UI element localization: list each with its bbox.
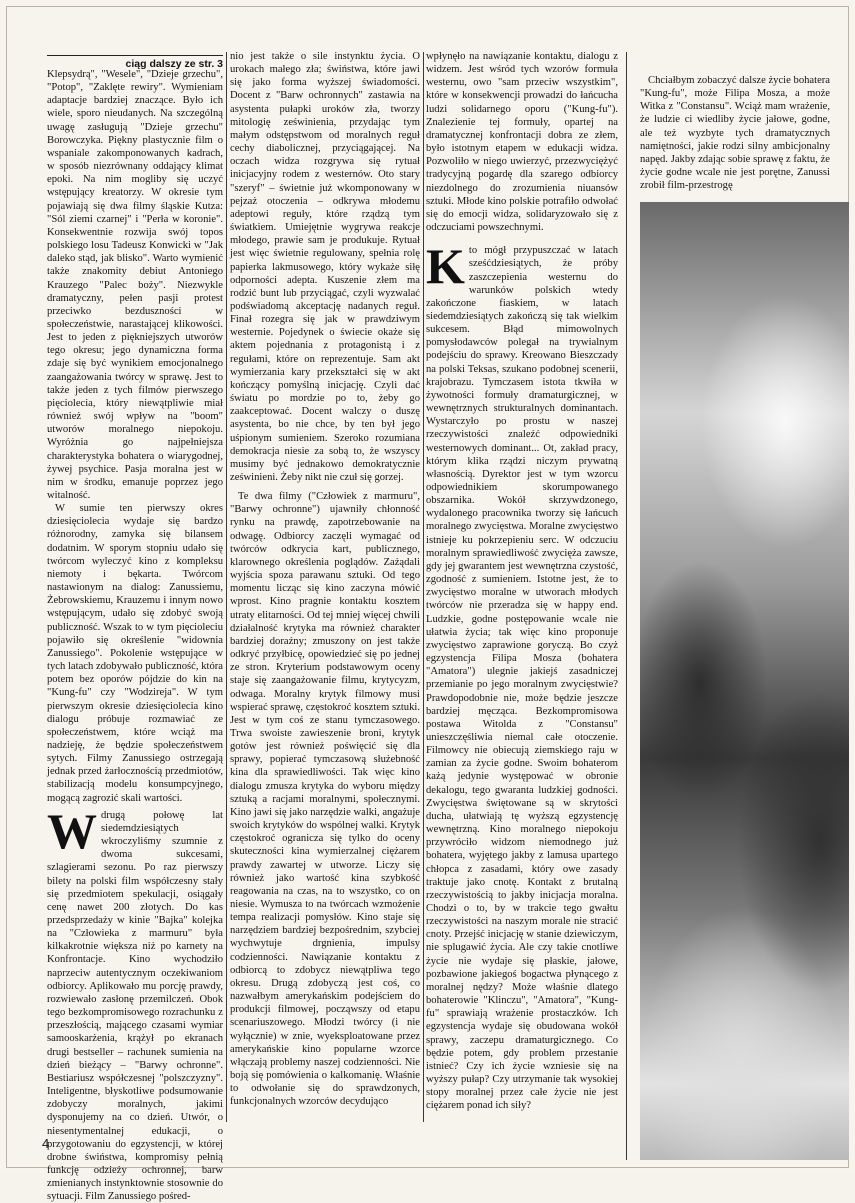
header-rule <box>47 55 223 56</box>
paragraph-text: drugą połowę lat siedemdziesiątych wkroczyliśmy szumnie z dwoma sukcesami, szlagierami sezonu. Po raz pierwszy bilety na polski film współczesny stały się przedmiotem spekulacji, osiągały cenę nawet 200 złotych. Do kas przedsprzedaży w kinie "Bajka" kolejka na "Człowieka z marmuru" była kilkakrotnie większa niż po karnety na Konfrontacje. Kino wychodziło naprzeciw autentycznym oczekiwaniom odbiorcy. Aplikowało mu porcję prawdy, rozwiewało zasłonę przemilczeń. Obok tego bezkompromisowego rozrachunku z przeszłością, mającego czasami wymiar samooskarżenia, krążył po ekranach drugi bestseller – rachunek sumienia na dzień bieżący – "Barwy ochronne". Bestiariusz współczesnej "polszczyzny". Inteligentne, błyskotliwe podsumowanie zdobyczy moralnych, jakimi dysponujemy na co dzień. Utwór, o niesentymentalnej edukacji, o przygotowaniu do egzystencji, w której drobne świństwa, kompromisy pełnią funkcję odzieży ochronnej, barw zmienianych instynktownie stosownie do sytuacji. Film Zanussiego pośred- <box>47 809 223 1203</box>
continued-label: ciąg dalszy ze str. 3 <box>125 58 223 70</box>
column-divider-2 <box>423 52 424 1122</box>
paragraph: wpłynęło na nawiązanie kontaktu, dialogu z widzem. Jest wśród tych wzorów formuła westernu, owo "sam przeciw wszystkim", które w konsekwencji prowadzi do łańcucha ludzi solidarnego oporu ("Kung-fu"). Znalezienie tej formuły, opartej na dramatycznej konfrontacji dobra ze złem, było istotnym etapem w edukacji widza. Pozwoliło w niego uwierzyć, przezwyciężyć tradycyjną pogardę dla szarego odbiorcy niezdolnego do zrozumienia niuansów sztuki. Młode kino polskie potrafiło odwołać się do emocji widza, solidaryzowało się z odczuciami powszechnymi. <box>426 51 618 234</box>
paragraph: W sumie ten pierwszy okres dziesięciolecia wydaje się bardzo różnorodny, zamyka się bilansem dodatnim. W sporym stopniu udało się twórcom wyleczyć kino z kompleksu niemoty i bękarta. Twórcom nastawionym na dialog: Zanussiemu, Żebrowskiemu, Krauzemu i innym nowo wstępującym, udało się zdobyć swoją publiczność. Wszak to w tym pięcioleciu pojawiło się określenie "widownia Zanussiego". Pokolenie wstępujące w tych latach zdobywało publiczność, która potem bez oporów pójdzie do kin na "Kung-fu" czy "Wodzireja". W tym pierwszym okresie dziesięciolecia kino dialogu próbuje rozmawiać ze społeczeństwem, które wciąż ma nadzieję, że będzie społeczeństwem sytych. Filmy Zanussiego ostrzegają jednak przed żarłocznością przedmiotów, stabilizacją modelu konsumpcyjnego, mogącą zagrozić skali wartości. <box>47 503 223 804</box>
page-number: 4 <box>42 1136 50 1151</box>
paragraph-text: to mógł przypuszczać w latach sześćdziesiątych, że próby zaszczepienia westernu do warunków polskich wtedy zakończone fiaskiem, w latach siedemdziesiątych zakończą się tak wielkim sukcesem. Błąd mimowolnych pomysłodawców polegał na trywialnym podejściu do sprawy. Kreowano Bieszczady na polski Teksas, szukano podobnej scenerii, krajobrazu. Tymczasem istota tkwiła w żywotności formuły dramaturgicznej, w wewnętrznych strukturalnych dominantach. Wystarczyło po prostu w naszej rzeczywistości znaleźć odpowiedniki westernowych dominant... Ot, zakład pracy, którym klika rządzi niczym prywatną własnością. Dyrektor jest w tym wzorcu odpowiednikiem skorumpowanego obszarnika. Wokół skrzywdzonego, wydalonego pracownika tworzy się łańcuch moralnego zwycięstwa. Moralne zwycięstwo istnieje ku pokrzepieniu serc. W odczuciu moralnym sprawiedliwość zwycięża zawsze, gdy jej gwarantem jest wewnętrzna czystość, zgodność z sumieniem. Istotne jest, że to zwycięstwo moralne w utworach młodych twórców nie przeradza się w happy end. Ludzkie, godne postępowanie wcale nie ułatwia życia; tak więc kino proponuje zwycięstwo zaprawione goryczą. Bo czyż egzystencja Filipa Mosza (bohatera "Amatora") ulegnie jakiejś zasadniczej przemianie po jego moralnym zwycięstwie? Prawdopodobnie nie, może będzie jeszcze bardziej męcząca. Bezkompromisowa postawa Witolda z "Constansu" unieszczęśliwia niemal całe otoczenie. Filmowcy nie obiecują ziemskiego raju w zamian za życie godne. Swoim bohaterom każą jedynie występować w obronie dekalogu, tego gwaranta ludzkiej godności. Zwycięstwa świętowane są w skrytości ducha, ułatwiają tę wyższą egzystencję wewnętrzną. Kino moralnego niepokoju przywróciło widzom niemodnego już bohatera, wyjętego jakby z lamusa upartego chłopca z zasadami, który owe zasady traktuje jako cnotę. Kontakt z brutalną rzeczywistością to jakby inicjacja moralna. Chodzi o to, by w trakcie tego gwałtu rzeczywistości na naszym morale nie stracić cnoty. Przejść inicjację w stanie dziewiczym, nie splugawić życia. Ale czy takie cnotliwe życie nie wydaje się płaskie, jałowe, pozbawione jakiegoś bogactwa płynącego z moralnej nędzy? Może właśnie dlatego bohaterowie "Klinczu", "Amatora", "Kung-fu" sprawiają wrażenie prostaczków. Ich egzystencja wydaje się obudowana wokół sprawy, zaczepu dramaturgicznego. Co będzie potem, gdy problem przestanie istnieć? Czy ich życie wzniesie się na wyższy pułap? Czy utrzymanie tak wysokiej stopy moralnej przez całe życie nie jest ciężarem ponad ich siły? <box>426 245 618 1112</box>
paragraph: Chciałbym zobaczyć dalsze życie bohatera "Kung-fu", może Filipa Mosza, a może Witka z "Constansu". Wciąż mam wrażenie, że ludzie ci wiedliby życie jałowe, godne, ale też wyzbyte tych dramatycznych namiętności, jakie rodzi silny ambicjonalny napęd. Jakby zdając sobie sprawę z faktu, że życie godne wcale nie jest porętne, Zanussi zrobił film-przestrogę <box>640 75 830 192</box>
film-still-photo <box>640 202 849 1160</box>
column-divider-1 <box>226 52 227 1122</box>
article-column-2 <box>230 50 420 1158</box>
column-divider-3 <box>626 52 627 1160</box>
article-column-3 <box>426 50 618 1156</box>
paragraph: Klepsydrą", "Wesele", "Dzieje grzechu", "Potop", "Zaklęte rewiry". Wymieniam adaptacje bardziej znaczące. Było ich wiele, sporo nieudanych. Na szczególną uwagę zasługują "Dzieje grzechu" Borowczyka. Piękny plastycznie film o wspaniale zakomponowanych kadrach, w sposób niezrównany oddający klimat epoki. Na nim mogliby się uczyć wstępujący kreatorzy. W okresie tym pojawiają się dwa filmy śląskie Kutza: "Sól ziemi czarnej" i "Perła w koronie". Konsekwentnie rozwija swój topos polskiego losu Tadeusz Konwicki w "Jak daleko stąd, jak blisko". Warto wymienić także znakomity debiut Antoniego Krauzego "Palec boży". Niezwykle dramatyczny, pełen pasji protest przeciwko bezduszności w społeczeństwie, narastającej klikowości. Jest to jeden z piękniejszych utworów tego okresu; jego dynamiczna forma zdaje się być wynikiem emocjonalnego zaangażowania twórcy w sprawę. Jest to także jeden z tych filmów pierwszego pięciolecia, który niewątpliwie miał również swój wpływ na "boom" utworów moralnego niepokoju. Wyróżnia go najpełniejsza charakterystyka bohatera o wiarygodnej, żywej psychice. Pasja moralna jest w nim w środku, emanuje poprzez jego witalność. <box>47 69 223 501</box>
paragraph: Te dwa filmy ("Człowiek z marmuru", "Barwy ochronne") ujawniły chłonność rynku na prawdę, zapotrzebowanie na odwagę. Odbiorcy zaczęli wymagać od twórców odkrycia kart, publicznego, klarownego określenia poglądów. Zażądali wyjścia spoza parawanu sztuki. Od tego momentu licząc się kino zaczyna mówić wprost. Kino pragnie kontaktu kosztem utraty elitarności. Od tej mniej więcej chwili działalność krytyka ma również charakter bardziej doraźny; zmuszony on jest także odkryć przyłbicę, opowiedzieć się po jednej ze stron. Kryterium podstawowym oceny staje się zaangażowanie filmu, krytycyzm, odwaga. Moralny krytyk filmowy musi wspierać sprawę, częstokroć kosztem sztuki. Jest w tym coś ze stanu tymczasowego. Trwa swoiste zawieszenie broni, krytyk gotów jest również poświęcić się dla sprawy, popierać tymczasową służebność kina dla sprawiedliwości. Tak więc kino dialogu zmusza krytyka do wyboru między sztuką a racjami moralnymi, społecznymi. Kino jawi się jako narzędzie walki, angażuje swoich krytyków do wspólnej walki. Krytyk częstokroć ogranicza się tylko do oceny skuteczności kina wymierzalnej ciężarem prawdy zawartej w utworze. Liczy się również jako wartość kina szybkość reagowania na czas, na to wszystko, co on niesie. Wymusza to na twórcach wzmożenie tempa realizacji pomysłów. Kino staje się narzędziem bardziej bezpośrednim, szybciej wychwytuje drgnienia, impulsy codzienności. Nawiązanie kontaktu z odbiorcą to zdobycz niewątpliwa tego okresu. Drugą zdobyczą jest coś, co nazwałbym amerykańskim podejściem do produkcji filmowej, począwszy od etapu scenariuszowego. Młodzi twórcy (i nie wyłącznie) w znie, wyeksploatowane przez amerykańskie kino popularne wzorce włączają problemy naszej codzienności. Nie boją się pomówienia o kalkomanię. Właśnie to odwołanie się do sprawdzonych, funkcjonalnych wzorców decydująco <box>230 491 420 1108</box>
paragraph: nio jest także o sile instynktu życia. O urokach małego zła; świństwa, które jawi się jako forma wyższej świadomości. Docent z "Barw ochronnych" zastawia na asystenta pułapki uroków zła, tworzy mitologię ześwinienia, przydając tym małym odstępstwom od moralnych reguł cechy diabolicznej, przyciągającej. Na oczach widza rozgrywa się rytuał inicjacyjny rodem z westernów. Oto stary "szeryf" – świetnie już wkomponowany w pejzaż otoczenia – odkrywa młodemu adeptowi reguły, które rządzą tym światkiem. Umiejętnie wygrywa reakcje młodego, prawie sam je produkuje. Rytuał jest więc świetnie regulowany, spełnia rolę papierka lakmusowego, który wykaże siłę odporności adepta. Kuszenie złem ma rodzić bunt lub przyciągać, czyli wyzwalać podświadomą akceptację nadanych reguł. Finał rozegra się jak w prawdziwym westernie. Pojedynek o świecie okaże się aktem pojednania z protagonistą i z regułami, które on reprezentuje. Sam akt wymierzania kary przekształci się w akt kończący pomyślną inicjację. Czyli dać światu po mordzie po to, żeby go zaakceptować. Docent walczy o duszę asystenta, bo nie chce, by ten był jego uśpionym sumieniem. Szeroko rozumiana demokracja niesie za sobą to, że wszyscy musimy być jednakowo demokratycznie ześwinieni. Żeby nikt nie czuł się gorzej. <box>230 51 420 483</box>
article-column-1 <box>47 68 223 1203</box>
dropcap-letter: W <box>47 802 97 859</box>
article-column-4 <box>640 74 830 192</box>
paragraph-with-dropcap <box>426 238 618 1112</box>
dropcap-letter: K <box>426 238 465 295</box>
paragraph-with-dropcap <box>47 802 223 1203</box>
